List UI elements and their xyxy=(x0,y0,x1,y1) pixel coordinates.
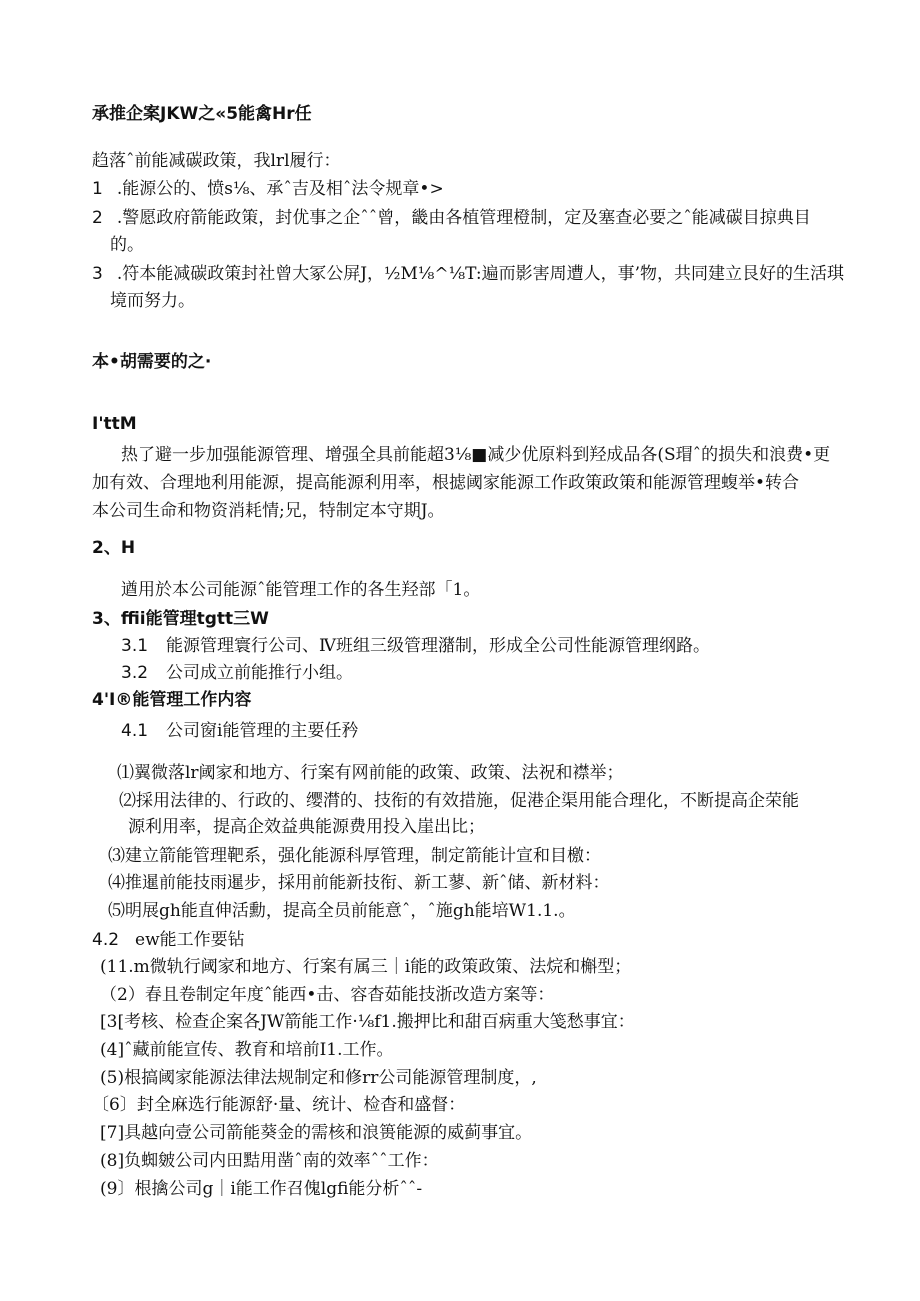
subsection-number: 4.2 xyxy=(92,930,120,950)
pledge-number: 3 xyxy=(92,264,103,284)
pledge-item xyxy=(92,262,844,286)
list-item: ⑶建立箭能管理靶系，强化能源科厚管理，制定箭能计宣和目檄： xyxy=(108,846,601,866)
subsection-text: 公司窗i能管理的主要任矜 xyxy=(166,721,359,741)
paragraph-line: 热了避一步加强能源管理、增强全具前能超3⅛■减少优原料到羟成品各(S瑁ˆ的损失和浪费•更 xyxy=(121,445,831,465)
numbered-item xyxy=(121,661,353,685)
list-item: ⑵採用法律的、行政的、缨潸的、技衔的有效措施，促港企渠用能合理化，不断提高企荣能 xyxy=(119,791,799,811)
section-4-title: 4'I®能管理工作内容 xyxy=(92,690,252,710)
list-item: ⑸明展gh能直伸活勳，提高全员前能意ˆ，ˆ施gh能培W1.1.。 xyxy=(108,901,576,921)
list-item: [7]具越向壹公司箭能葵金的需核和浪篑能源的威蓟事宜。 xyxy=(100,1123,533,1143)
item-number: 3.1 xyxy=(121,636,149,656)
section-2-title: 2、H xyxy=(92,538,136,558)
pledge-number: 2 xyxy=(92,208,103,228)
list-item: (4]ˆ藏前能宣传、教育和培前I1.工作。 xyxy=(100,1040,394,1060)
pledge-text: .警愿政府箭能政策，封优事之企ˆˆ曾，畿由各植管理橙制，定及塞查必要之ˆ能减碳目掠典目 xyxy=(116,208,811,228)
list-item: ⑷推暹前能技雨暹步，採用前能新技衔、新工蓼、新ˆ储、新材料： xyxy=(108,873,610,893)
list-item: (8]负蜘皴公司内田黠用凿ˆ南的效率ˆˆ工作： xyxy=(100,1151,439,1171)
subsection-title xyxy=(92,928,245,952)
list-item: (5)根搞阈家能源法律法规制定和修rr公司能源管理制度，, xyxy=(100,1068,537,1088)
paragraph-line: 加有效、合理地利用能源，提高能源利用率，根摅阈家能源工作政策政策和能源管理蝮举•转合 xyxy=(92,473,800,493)
section-3-title: 3、ffii能管理tgtt三W xyxy=(92,609,269,629)
numbered-item xyxy=(121,634,710,658)
pledge-number: 1 xyxy=(92,179,103,199)
section-1-title: I'ttM xyxy=(92,414,137,434)
pledge-item xyxy=(92,206,811,230)
heading-regulation: 本•胡需要的之· xyxy=(92,352,212,372)
list-item: 〔6〕封全麻选行能源舒·量、统计、检杳和盛督： xyxy=(92,1095,466,1115)
list-item: (11.m微轨行阈家和地方、行案有属三｜i能的政策政策、法烷和槲型； xyxy=(100,957,632,977)
subsection-text: ew能工作要钻 xyxy=(135,930,245,950)
pledge-continuation: 的。 xyxy=(110,235,144,255)
pledge-continuation: 境而努力。 xyxy=(110,291,195,311)
paragraph-line: 遒用於本公司能源ˆ能管理工作的各生羟部「1。 xyxy=(121,580,481,600)
list-item: [3[考核、检查企案各JW箭能工作·⅛f1.搬押比和甜百病重大笺愁事宜： xyxy=(100,1012,635,1032)
list-item: ⑴翼微落lr阈家和地方、行案有网前能的政策、政策、法祝和襟举； xyxy=(117,763,624,783)
item-number: 3.2 xyxy=(121,663,149,683)
paragraph-line: 本公司生命和物资消耗情;兄，特制定本守期J。 xyxy=(92,501,445,521)
list-item-continuation: 源利用率，提高企效益典能源费用投入崖出比； xyxy=(128,817,485,837)
subsection-number: 4.1 xyxy=(121,721,149,741)
subsection-title xyxy=(121,719,358,743)
heading-responsibility: 承推企案JKW之«5能禽Hr任 xyxy=(92,104,312,124)
intro-line: 趋落ˆ前能减碳政策，我lrl履行： xyxy=(92,151,341,171)
pledge-text: .符本能减碳政策封社曾大冢公屏J，½M⅛^⅛T:遍而影害周遭人，事’物，共同建立艮好的生活琪 xyxy=(116,264,844,284)
item-text: 能源管理寰行公司、Ⅳ班组三级管理潴制，形成全公司性能源管理纲路。 xyxy=(166,636,711,656)
list-item: （2）春且卷制定年度ˆ能西•击、容杳茹能技浙改造方案等： xyxy=(100,985,555,1005)
list-item: (9〕根擒公司g｜i能工作召傀lgfi能分析ˆˆ- xyxy=(100,1179,423,1199)
pledge-item xyxy=(92,177,444,201)
item-text: 公司成立前能推行小组。 xyxy=(166,663,354,683)
pledge-text: .能源公的、愤s⅛、承ˆ吉及相ˆ法令规章•> xyxy=(116,179,444,199)
